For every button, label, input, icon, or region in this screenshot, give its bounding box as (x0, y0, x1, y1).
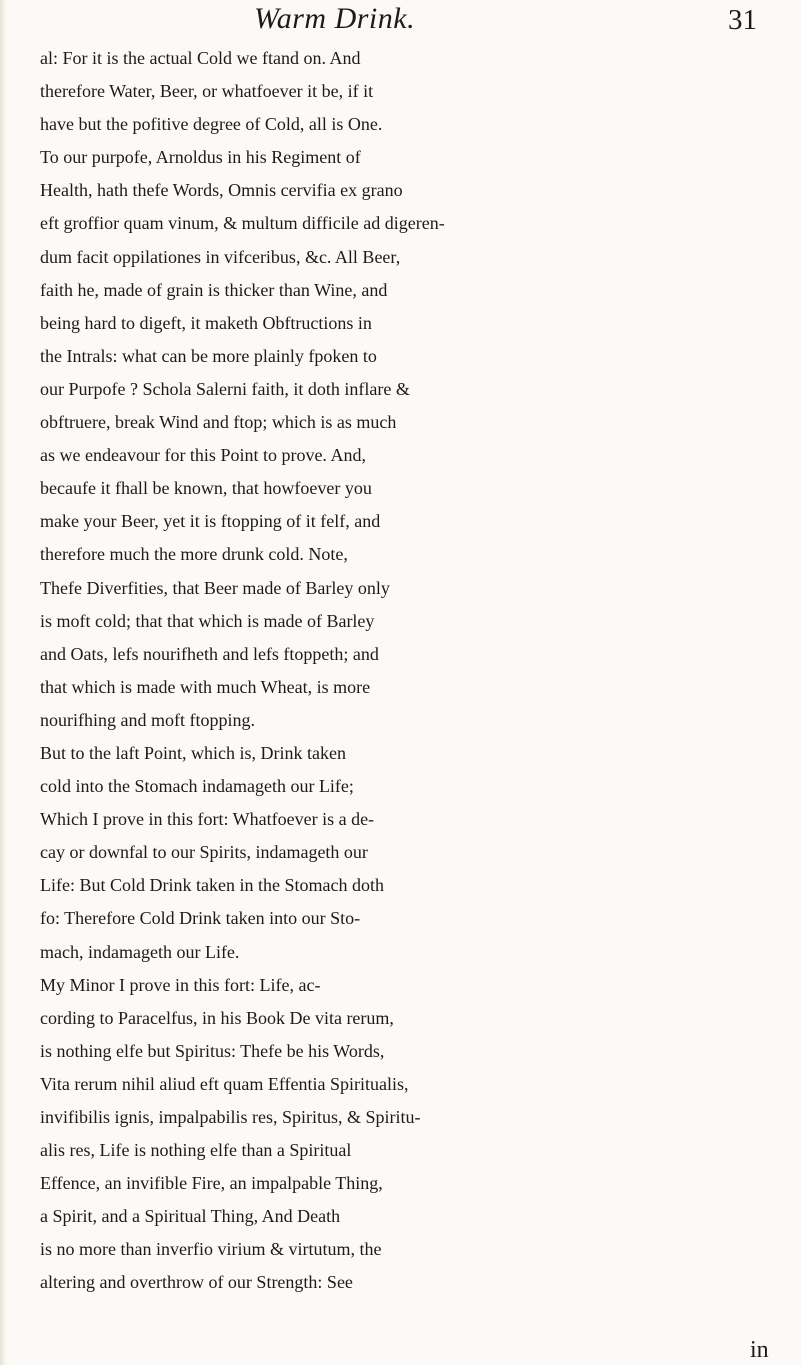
text-line: eft groffior quam vinum, & multum difficile ad digeren- (40, 213, 445, 234)
text-line: a Spirit, and a Spiritual Thing, And Death (40, 1206, 341, 1227)
text-line: is nothing elfe but Spiritus: Thefe be his Words, (40, 1040, 385, 1061)
text-line: is moft cold; that that which is made of Barley (40, 610, 375, 631)
text-line: To our purpofe, Arnoldus in his Regiment of (40, 147, 361, 168)
text-line: cay or downfal to our Spirits, indamageth our (40, 842, 368, 863)
catchword: in (750, 1337, 769, 1363)
text-line: faith he, made of grain is thicker than Wine, and (40, 279, 388, 300)
running-title: Warm Drink. (254, 2, 416, 35)
text-line: Life: But Cold Drink taken in the Stomach doth (40, 875, 384, 896)
text-line: altering and overthrow of our Strength: See (40, 1272, 353, 1293)
text-line: our Purpofe ? Schola Salerni faith, it doth inflare & (40, 378, 410, 399)
text-line: cold into the Stomach indamageth our Life; (40, 776, 354, 797)
text-line: Thefe Diverfities, that Beer made of Barley only (40, 577, 390, 598)
text-line: Which I prove in this fort: Whatfoever is a de- (40, 809, 375, 830)
page-gutter-shadow (0, 0, 6, 1365)
text-line: therefore Water, Beer, or whatfoever it be, if it (40, 81, 374, 102)
text-line: being hard to digeft, it maketh Obftructions in (40, 312, 372, 333)
body-text (40, 42, 780, 1300)
text-line: and Oats, lefs nourifheth and lefs ftoppeth; and (40, 643, 379, 664)
text-line: dum facit oppilationes in vifceribus, &c. All Beer, (40, 246, 401, 267)
text-line: Health, hath thefe Words, Omnis cervifia ex grano (40, 180, 403, 201)
text-line: invifibilis ignis, impalpabilis res, Spiritus, & Spiritu- (40, 1107, 421, 1127)
text-line: nourifhing and moft ftopping. (40, 709, 255, 730)
text-line: alis res, Life is nothing elfe than a Spiritual (40, 1140, 352, 1161)
text-line: My Minor I prove in this fort: Life, ac- (40, 974, 321, 995)
text-line: the Intrals: what can be more plainly fpoken to (40, 345, 377, 366)
text-line: al: For it is the actual Cold we ftand on. And (40, 48, 361, 68)
text-line: cording to Paracelfus, in his Book De vita rerum, (40, 1007, 394, 1028)
text-line: obftruere, break Wind and ftop; which is as much (40, 412, 397, 433)
text-line: that which is made with much Wheat, is more (40, 676, 371, 697)
running-header (0, 2, 801, 42)
text-line: mach, indamageth our Life. (40, 941, 240, 962)
text-line: becaufe it fhall be known, that howfoever you (40, 478, 372, 499)
text-line: Effence, an invifible Fire, an impalpable Thing, (40, 1173, 383, 1194)
text-line: fo: Therefore Cold Drink taken into our Sto- (40, 908, 361, 929)
text-line: make your Beer, yet it is ftopping of it felf, and (40, 511, 381, 532)
text-line: Vita rerum nihil aliud eft quam Effentia Spiritualis, (40, 1073, 409, 1094)
text-line: have but the pofitive degree of Cold, all is One. (40, 114, 383, 135)
page-number: 31 (728, 4, 757, 36)
text-line: therefore much the more drunk cold. Note, (40, 544, 348, 565)
text-line: as we endeavour for this Point to prove. And, (40, 445, 366, 466)
text-line: But to the laft Point, which is, Drink taken (40, 742, 346, 763)
text-line: is no more than inverfio virium & virtutum, the (40, 1239, 382, 1260)
